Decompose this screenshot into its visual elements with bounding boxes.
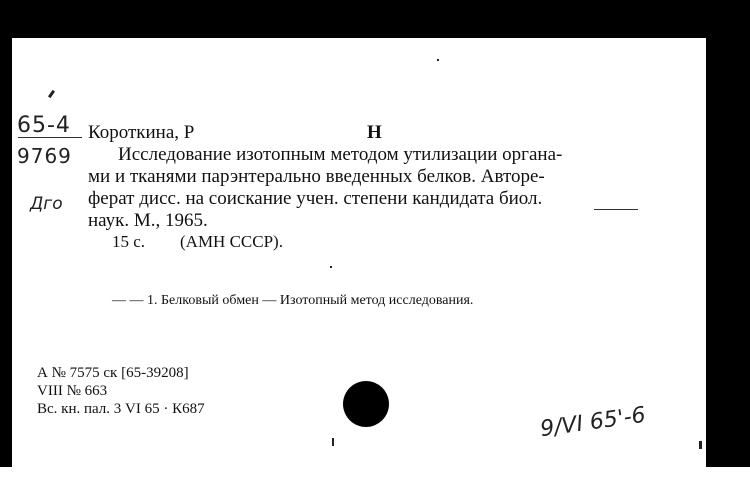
- pages: 15 с.: [112, 232, 146, 251]
- left-margin-note: Дго: [30, 194, 63, 214]
- author-letter: Н: [367, 122, 382, 143]
- title-line-3: ферат дисс. на соискание учен. степени кандидата биол.: [88, 188, 543, 209]
- footer-line-3: Вс. кн. пал. 3 VI 65 · К687: [37, 401, 205, 417]
- shelf-mark-underline: [18, 137, 82, 138]
- shelf-mark-bottom: 9769: [17, 144, 72, 168]
- title-line-4: наук. М., 1965.: [88, 210, 208, 231]
- speck: [437, 59, 439, 61]
- speck: [699, 441, 702, 449]
- scan-bottom-edge: [0, 467, 750, 494]
- speck: [330, 266, 332, 268]
- speck: [332, 438, 334, 446]
- title-line-2: ми и тканями парэнтерально введенных белков. Авторе-: [88, 166, 545, 187]
- footer-line-1: А № 7575 ск [65-39208]: [37, 365, 189, 381]
- corner-handwritten-mark: 9/VI 65'-6: [538, 402, 648, 443]
- biol-underline: [594, 209, 638, 210]
- author: Короткина, Р: [88, 122, 195, 143]
- footer-line-2: VIII № 663: [37, 383, 108, 399]
- publisher: (АМН СССР).: [180, 232, 283, 251]
- title-line-1: Исследование изотопным методом утилизации органа-: [118, 144, 563, 165]
- speck: [48, 90, 55, 98]
- subject-heading: — — 1. Белковый обмен — Изотопный метод исследования.: [112, 293, 474, 308]
- shelf-mark-top: 65-4: [17, 113, 71, 138]
- card-punch-hole: [343, 381, 389, 427]
